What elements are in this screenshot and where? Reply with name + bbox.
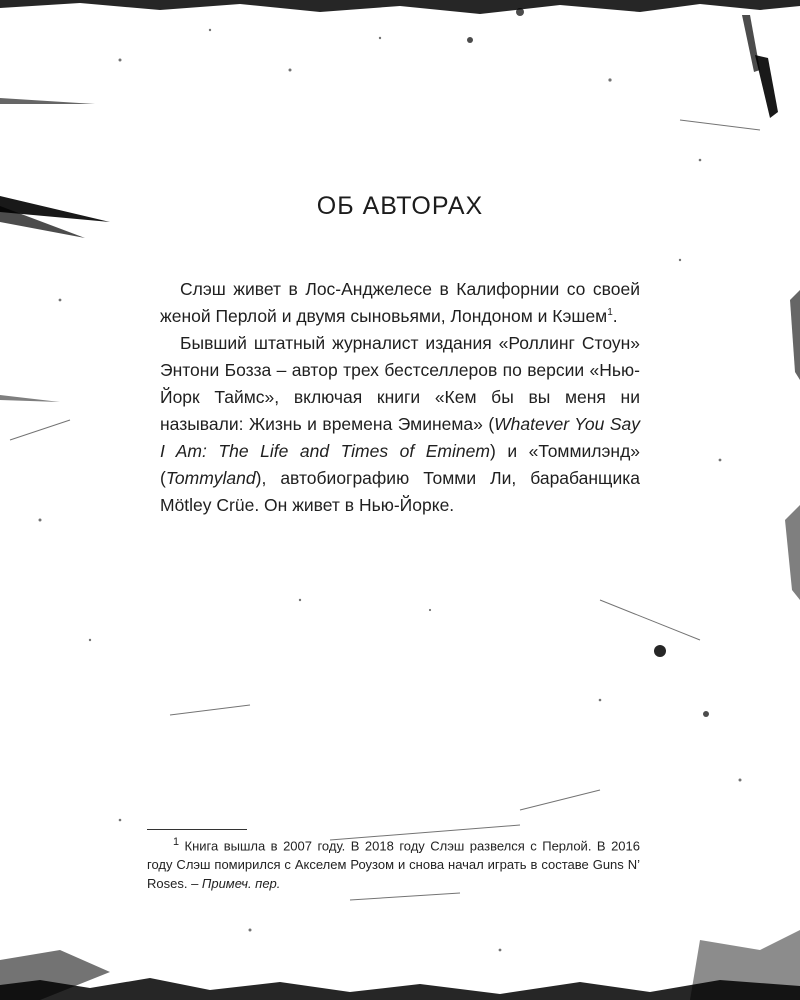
footnote-mark: 1 bbox=[173, 836, 180, 848]
page-title: ОБ АВТОРАХ bbox=[316, 192, 484, 220]
paragraph-slash-end: . bbox=[612, 306, 618, 326]
book-title-tommyland: Tommyland bbox=[165, 468, 256, 488]
paragraph-bozza-part2: ) и «Томмилэнд» ( bbox=[160, 441, 641, 488]
paragraph-slash-text: Слэш живет в Лос-Анджелесе в Калифорнии со своей женой Перлой и двумя сыновьями, Лондоном и Кэшем bbox=[160, 279, 640, 326]
about-authors-text bbox=[160, 276, 640, 519]
footnote bbox=[147, 833, 640, 893]
footnote-reference: 1 bbox=[607, 307, 613, 318]
footnote-divider bbox=[147, 829, 247, 830]
footnote-paragraph bbox=[147, 833, 640, 893]
paragraph-bozza bbox=[160, 330, 640, 519]
book-title-eminem: Whatever You Say I Am: The Life and Times of Eminem bbox=[160, 414, 640, 461]
paragraph-slash bbox=[160, 276, 640, 330]
paragraph-bozza-part1: Бывший штатный журналист издания «Роллинг Стоун» Энтони Бозза – автор трех бестселлеров по версии «Нью-Йорк Таймс», включая книги «Кем бы вы меня ни называли: Жизнь и времена Эминема» ( bbox=[160, 333, 640, 434]
footnote-text: Книга вышла в 2007 году. В 2018 году Слэш развелся с Перлой. В 2016 году Слэш помирился с Акселем Роузом и снова начал играть в составе Guns N’ Roses. – bbox=[147, 838, 640, 892]
translator-note: Примеч. пер. bbox=[201, 876, 281, 892]
paragraph-bozza-part3: ), автобиографию Томми Ли, барабанщика Mötley Crüe. Он живет в Нью-Йорке. bbox=[160, 468, 640, 515]
